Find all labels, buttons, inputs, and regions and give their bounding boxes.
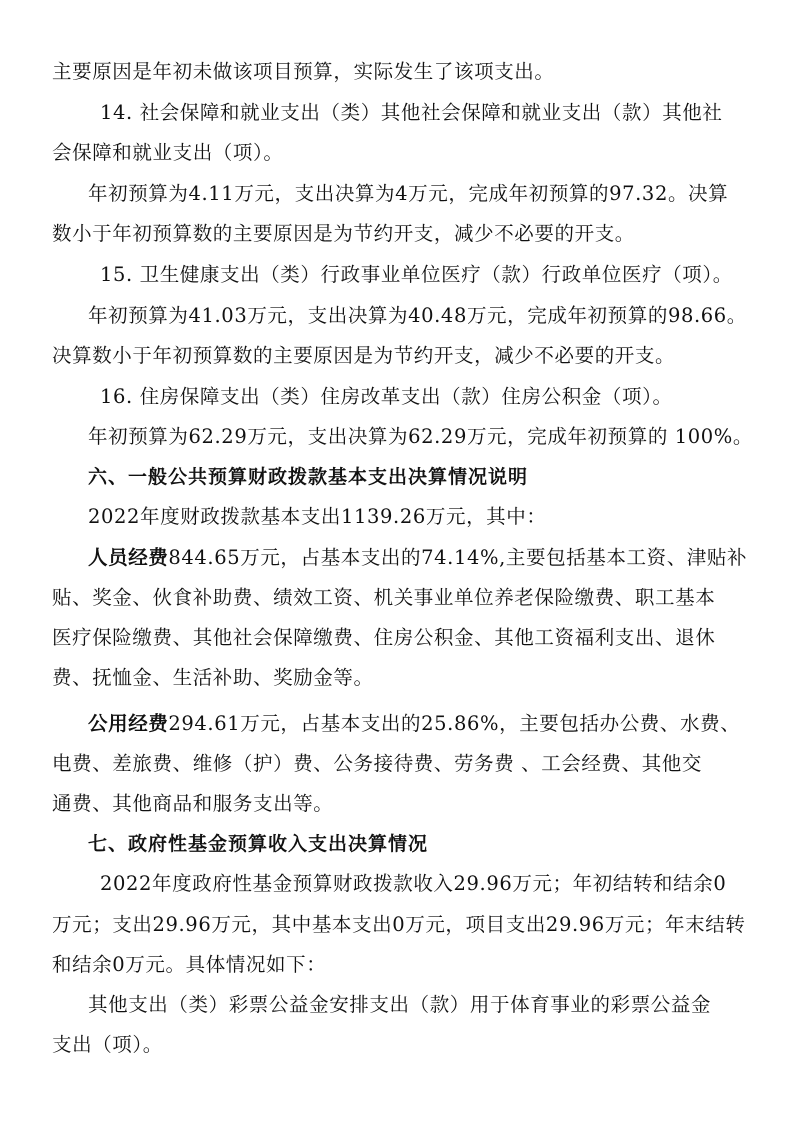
section-7-heading: 七、政府性基金预算收入支出决算情况: [88, 833, 429, 855]
personnel-expense-text: 844.65万元，占基本支出的74.14%,主要包括基本工资、津贴补: [168, 546, 748, 569]
paragraph-line: 主要原因是年初未做该项目预算，实际发生了该项支出。: [52, 60, 555, 83]
paragraph-line: 2022年度财政拨款基本支出1139.26万元，其中：: [88, 505, 547, 528]
paragraph-line: 万元；支出29.96万元，其中基本支出0万元，项目支出29.96万元；年末结转: [52, 913, 746, 936]
paragraph-line: 电费、差旅费、维修（护）费、公务接待费、劳务费 、工会经费、其他交: [52, 752, 702, 775]
paragraph-line: 会保障和就业支出（项）。: [52, 141, 284, 164]
paragraph-line: 2022年度政府性基金预算财政拨款收入29.96万元；年初结转和结余0: [100, 872, 727, 895]
paragraph-line: 贴、奖金、伙食补助费、绩效工资、机关事业单位养老保险缴费、职工基本: [52, 586, 716, 609]
public-expense-label: 公用经费: [88, 712, 169, 735]
item-14-heading: 14. 社会保障和就业支出（类）其他社会保障和就业支出（款）其他社: [100, 101, 723, 124]
paragraph-line: 其他支出（类）彩票公益金安排支出（款）用于体育事业的彩票公益金: [88, 993, 712, 1016]
paragraph-line: 费、抚恤金、生活补助、奖励金等。: [52, 666, 374, 689]
section-6-heading: 六、一般公共预算财政拨款基本支出决算情况说明: [88, 466, 529, 488]
paragraph-line: 年初预算为4.11万元，支出决算为4万元，完成年初预算的97.32。决算: [88, 182, 729, 205]
item-16-heading: 16. 住房保障支出（类）住房改革支出（款）住房公积金（项）。: [100, 385, 673, 408]
paragraph-line: 年初预算为41.03万元，支出决算为40.48万元，完成年初预算的98.66。: [88, 304, 747, 327]
paragraph-line: 通费、其他商品和服务支出等。: [52, 792, 334, 815]
paragraph-line: 医疗保险缴费、其他社会保障缴费、住房公积金、其他工资福利支出、退休: [52, 626, 716, 649]
paragraph-line: 和结余0万元。具体情况如下：: [52, 953, 327, 976]
item-15-heading: 15. 卫生健康支出（类）行政事业单位医疗（款）行政单位医疗（项）。: [100, 263, 733, 286]
paragraph-line: 决算数小于年初预算数的主要原因是为节约开支，减少不必要的开支。: [52, 344, 676, 367]
public-expense-line: [88, 712, 745, 736]
paragraph-line: 数小于年初预算数的主要原因是为节约开支，减少不必要的开支。: [52, 222, 635, 245]
paragraph-line: 支出（项）。: [52, 1033, 163, 1056]
public-expense-text: 294.61万元，占基本支出的25.86%，主要包括办公费、水费、: [168, 712, 741, 735]
personnel-expense-line: [88, 546, 748, 570]
personnel-expense-label: 人员经费: [88, 546, 169, 569]
paragraph-line: 年初预算为62.29万元，支出决算为62.29万元，完成年初预算的 100%。: [88, 425, 753, 448]
